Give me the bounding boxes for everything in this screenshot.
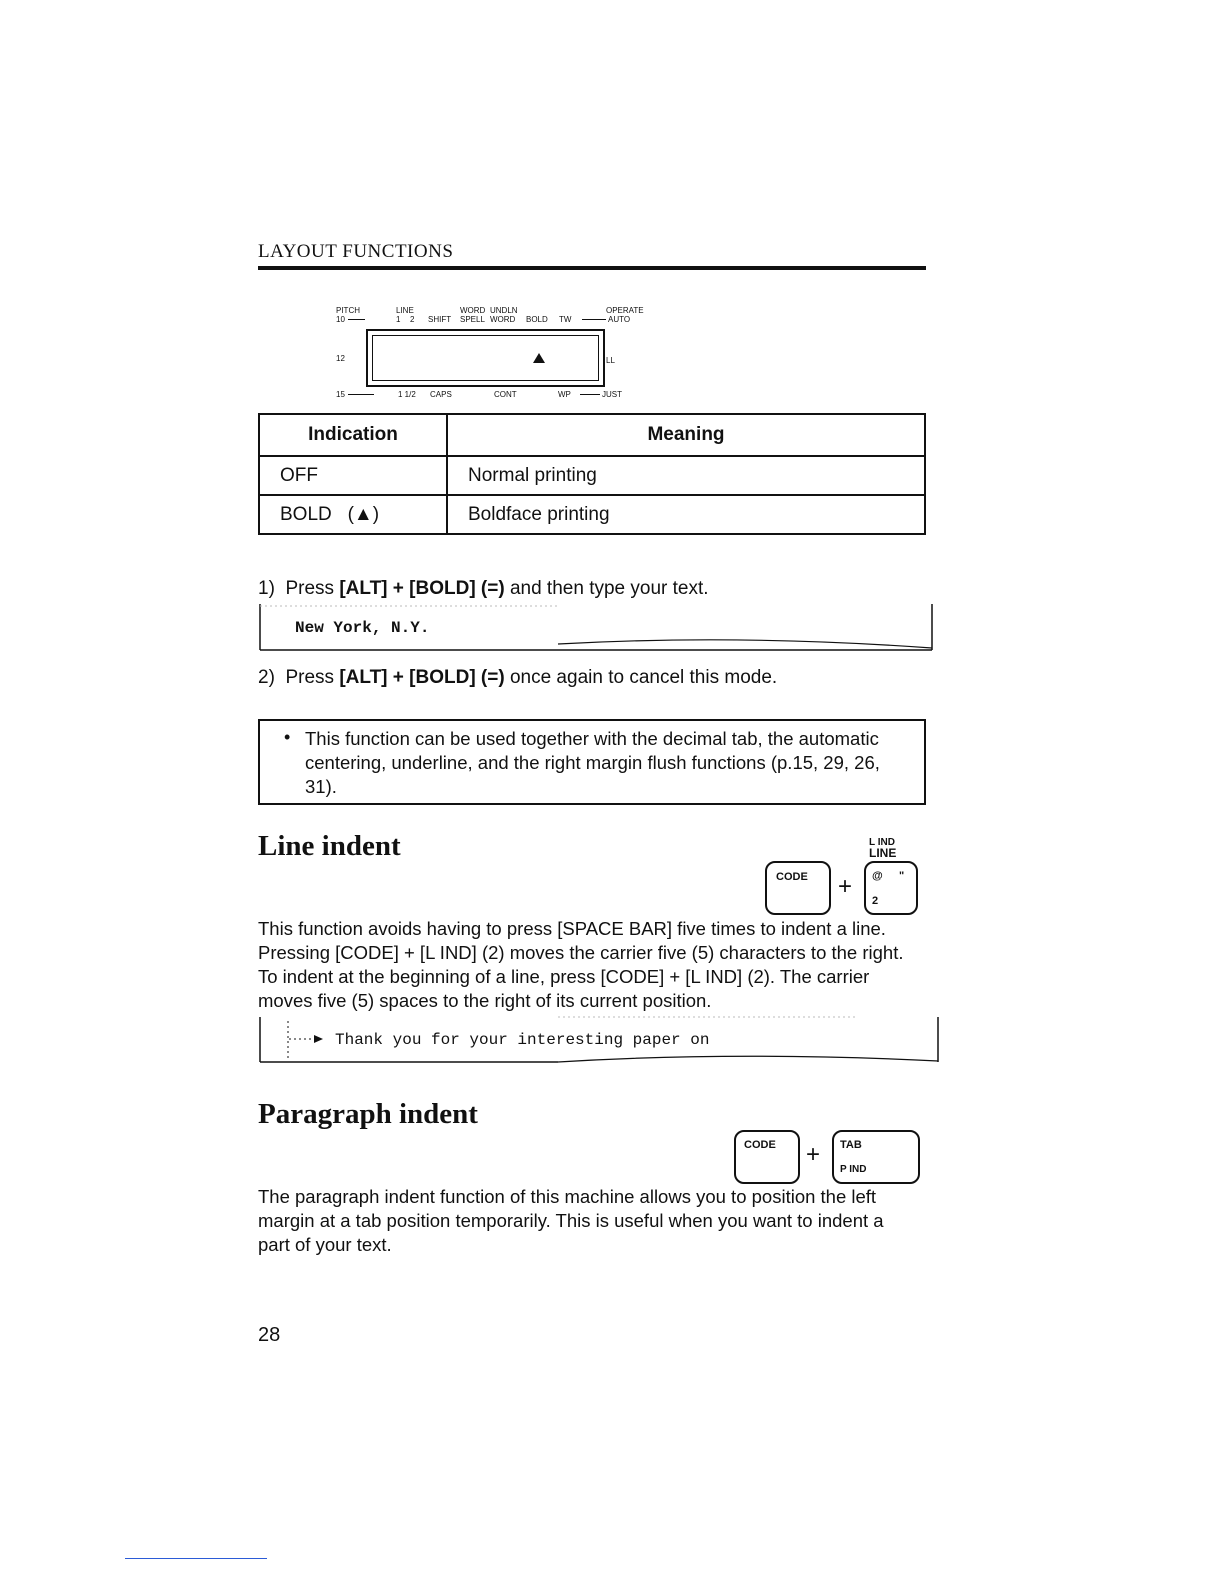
panel-label-tw: TW xyxy=(559,315,572,324)
plus-icon: + xyxy=(838,873,853,900)
bullet-icon: • xyxy=(284,727,291,747)
table-cell-meaning: Boldface printing xyxy=(447,495,925,534)
table-cell-meaning: Normal printing xyxy=(447,456,925,495)
plus-icon: + xyxy=(806,1141,821,1168)
indication-table xyxy=(258,413,926,535)
panel-label-pitch: PITCH xyxy=(336,306,360,315)
section-header: LAYOUT FUNCTIONS xyxy=(258,241,454,262)
panel-label-line: LINE xyxy=(396,306,414,315)
key-caption: LINE xyxy=(869,846,897,860)
triangle-up-icon xyxy=(533,353,545,363)
panel-label-ll: LL xyxy=(606,356,615,365)
panel-label-15: 15 xyxy=(336,390,345,399)
step-2: 2) Press [ALT] + [BOLD] (=) once again to cancel this mode. xyxy=(258,667,778,688)
panel-label-shift: SHIFT xyxy=(428,315,452,324)
key-combo: [ALT] + [BOLD] (=) xyxy=(339,667,505,688)
lcd-screen xyxy=(366,329,605,387)
table-cell-indication: OFF xyxy=(259,456,447,495)
panel-bracket xyxy=(582,319,606,320)
panel-label-auto: AUTO xyxy=(608,315,631,324)
panel-label-12: 12 xyxy=(336,354,345,363)
key-combo: [ALT] + [BOLD] (=) xyxy=(339,578,505,599)
panel-label-undln: UNDLN xyxy=(490,306,518,315)
table-cell-indication: BOLD (▲) xyxy=(259,495,447,534)
panel-label-wp: WP xyxy=(558,390,571,399)
panel-label-10: 10 xyxy=(336,315,345,324)
panel-label-1: 1 xyxy=(396,315,401,324)
display-panel-diagram xyxy=(330,300,670,405)
panel-bracket xyxy=(348,319,365,320)
panel-label-cont: CONT xyxy=(494,390,517,399)
panel-bracket xyxy=(348,394,374,395)
panel-label-1-1-2: 1 1/2 xyxy=(398,390,416,399)
table-row xyxy=(259,456,925,495)
table-row xyxy=(259,495,925,534)
key-caption-top: L IND xyxy=(869,837,895,848)
panel-bracket xyxy=(580,394,600,395)
l-ind-key: @ " 2 xyxy=(864,861,918,915)
panel-label-just: JUST xyxy=(602,390,622,399)
panel-label-operate: OPERATE xyxy=(606,306,644,315)
header-rule xyxy=(258,266,926,270)
paragraph-indent-description: The paragraph indent function of this machine allows you to position the left margin at a tab position temporarily. This is useful when you want to indent a part of your text. xyxy=(258,1186,884,1255)
code-key: CODE xyxy=(734,1130,800,1184)
page-number: 28 xyxy=(258,1324,281,1346)
line-indent-description: This function avoids having to press [SPACE BAR] five times to indent a line. Pressing [CODE] + [L IND] (2) moves the carrier five (5) characters to the right. To indent at the beginning of a line, press [CODE] + [L IND] (2). The carrier moves five (5) spaces to the right of its current position. xyxy=(258,918,904,1011)
code-key: CODE xyxy=(765,861,831,915)
panel-label-caps: CAPS xyxy=(430,390,452,399)
panel-label-word: WORD xyxy=(460,306,486,315)
note-text: This function can be used together with the decimal tab, the automatic centering, underline, and the right margin flush functions (p.15, 29, 26, 31). xyxy=(305,728,880,797)
table-header-meaning: Meaning xyxy=(447,414,925,456)
footer-link-line xyxy=(125,1558,267,1559)
panel-label-2: 2 xyxy=(410,315,415,324)
sample-text-bold: New York, N.Y. xyxy=(295,619,430,637)
table-header-indication: Indication xyxy=(259,414,447,456)
panel-label-spell: SPELL xyxy=(460,315,485,324)
panel-label-bold: BOLD xyxy=(526,315,548,324)
sample-text-indented: Thank you for your interesting paper on xyxy=(335,1031,710,1049)
p-ind-key: TAB P IND xyxy=(832,1130,920,1184)
section-title-paragraph-indent: Paragraph indent xyxy=(258,1098,478,1130)
table-header-row xyxy=(259,414,925,456)
step-1: 1) Press [ALT] + [BOLD] (=) and then type your text. xyxy=(258,578,709,599)
section-title-line-indent: Line indent xyxy=(258,830,401,862)
indication-symbol: (▲) xyxy=(347,503,380,525)
panel-label-word2: WORD xyxy=(490,315,516,324)
